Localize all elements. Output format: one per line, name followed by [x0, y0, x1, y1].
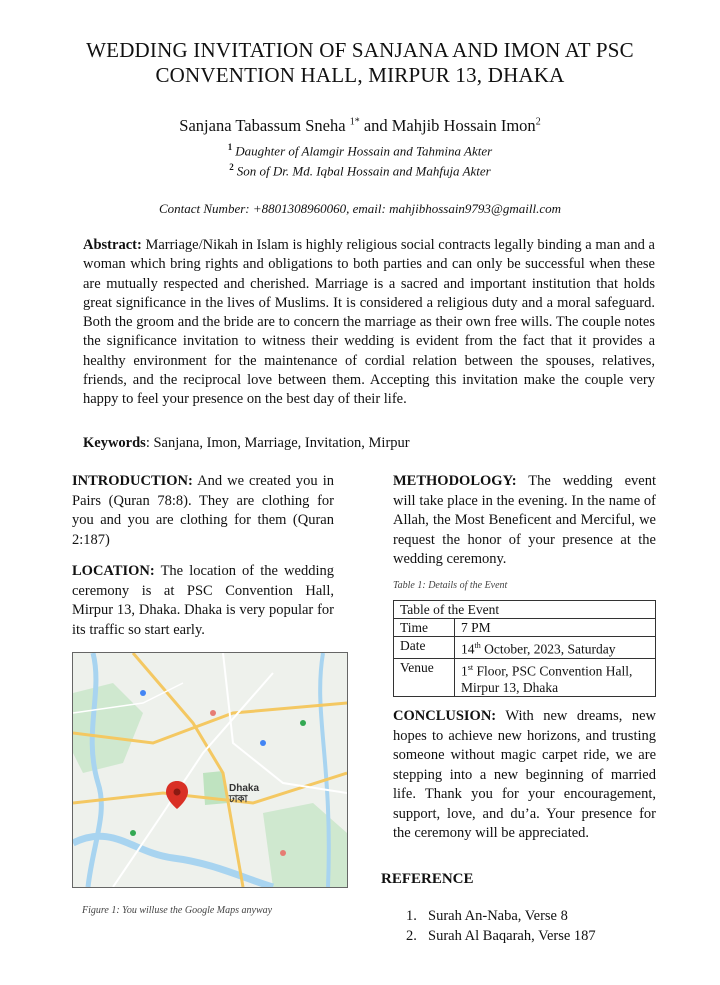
- map-figure: [72, 652, 348, 888]
- event-venue-value: [455, 658, 656, 697]
- keywords-text: : Sanjana, Imon, Marriage, Invitation, Mirpur: [145, 435, 410, 451]
- affiliation-2-num: 2: [229, 162, 234, 172]
- introduction-section: [72, 472, 334, 550]
- reference-1-num: 1.: [406, 908, 417, 924]
- reference-1-text: Surah An-Naba, Verse 8: [428, 908, 568, 924]
- affiliation-1: [0, 142, 720, 159]
- event-venue-rest: Floor, PSC Convention Hall, Mirpur 13, Dhaka: [461, 663, 633, 695]
- event-time-value: 7 PM: [455, 619, 656, 637]
- document-title: [40, 38, 680, 88]
- map-city-name-bn: ঢাকা: [229, 794, 248, 805]
- event-table-header: Table of the Event: [394, 601, 656, 619]
- event-venue-sup: st: [467, 662, 474, 672]
- affiliation-2: [0, 162, 720, 179]
- methodology-label: METHODOLOGY:: [393, 473, 517, 489]
- event-venue-floor: 1: [461, 663, 468, 678]
- location-section: [72, 562, 334, 640]
- author-1-sup: 1*: [349, 116, 360, 128]
- reference-list: [406, 906, 596, 946]
- contact-line: Contact Number: +8801308960060, email: mahjibhossain9793@gmaill.com: [158, 201, 562, 216]
- affiliation-2-text: Son of Dr. Md. Iqbal Hossain and Mahfuja Akter: [236, 163, 491, 179]
- list-item: [406, 926, 596, 946]
- map-poi: [140, 690, 146, 696]
- event-venue-label: Venue: [394, 658, 455, 697]
- event-date-rest: October, 2023, Saturday: [480, 641, 616, 657]
- title-line-1: WEDDING INVITATION OF SANJANA AND IMON AT PSC: [86, 38, 634, 62]
- abstract-label: Abstract:: [83, 237, 142, 253]
- event-table-row: [394, 658, 656, 697]
- map-poi: [210, 710, 216, 716]
- author-connector: and: [363, 116, 388, 135]
- event-date-sup: th: [474, 641, 481, 650]
- event-date-day: 14: [461, 641, 475, 657]
- author-1-name: Sanjana Tabassum Sneha: [179, 116, 346, 135]
- keywords: [83, 435, 655, 452]
- introduction-text: And we created you in Pairs (Quran 78:8). They are clothing for you and you are clothing for them (Quran 2:187): [72, 473, 335, 548]
- author-2-sup: 2: [535, 116, 541, 128]
- author-2-name: Mahjib Hossain Imon: [391, 116, 536, 135]
- conclusion-text: With new dreams, new hopes to achieve new horizons, and trusting someone without magic carpet ride, we are stepping into a new beginning of married life. Thank you for your encouragement, support, love, and du’a. Your presence for the ceremony will be appreciated.: [393, 708, 656, 841]
- methodology-section: [393, 472, 656, 570]
- map-poi: [280, 850, 286, 856]
- list-item: [406, 906, 596, 926]
- conclusion-label: CONCLUSION:: [393, 708, 497, 724]
- event-time-label: Time: [394, 619, 455, 637]
- event-date-label: Date: [394, 637, 455, 659]
- reference-2-text: Surah Al Baqarah, Verse 187: [428, 928, 596, 944]
- introduction-label: INTRODUCTION:: [72, 473, 193, 489]
- table-caption: Table 1: Details of the Event: [393, 580, 508, 591]
- location-label: LOCATION:: [72, 563, 155, 579]
- map-poi: [300, 720, 306, 726]
- map-city-name: Dhaka: [229, 783, 260, 794]
- map-pin-dot: [174, 789, 181, 796]
- affiliation-1-text: Daughter of Alamgir Hossain and Tahmina Akter: [235, 143, 493, 159]
- methodology-text: The wedding event will take place in the evening. In the name of Allah, the Most Beneficent and Merciful, we request the honor of your presence at the wedding ceremony.: [393, 473, 656, 567]
- affiliation-1-num: 1: [227, 142, 233, 152]
- title-line-2: CONVENTION HALL, MIRPUR 13, DHAKA: [155, 63, 565, 87]
- event-table-row: [394, 637, 656, 659]
- keywords-label: Keywords: [83, 435, 146, 451]
- event-table-row: [394, 619, 656, 637]
- location-text: The location of the wedding ceremony is at PSC Convention Hall, Mirpur 13, Dhaka. Dhaka is very popular for its traffic so start early.: [72, 563, 334, 638]
- reference-heading: REFERENCE: [381, 871, 474, 887]
- map-graphic: [73, 653, 347, 887]
- event-table-header-row: [394, 601, 656, 619]
- reference-2-num: 2.: [406, 928, 417, 944]
- map-city-label: [229, 783, 259, 805]
- conclusion-section: [393, 707, 656, 844]
- map-poi: [260, 740, 266, 746]
- event-table: [393, 600, 656, 697]
- event-date-value: [455, 637, 656, 659]
- author-line: [0, 116, 720, 136]
- abstract: [83, 236, 655, 410]
- abstract-text: Marriage/Nikah in Islam is highly religious social contracts legally binding a man and a woman which bring rights and obligations to both parties and can only be successful when these are mutually respected and cherished. Marriage is a sacred and important institution that holds great significance in the lives of Muslims. It is considered a religious duty and a moral safeguard. Both the groom and the bride are to concern the marriage as their own free wills. The couple notes the significance invitation to witness their wedding is evident from the fact that it provides a healthy environment for the maintenance of cordial relation between the spouses, relatives, friends, and the reciprocal love between them. Accepting this invitation make the couple very happy to feel your presence on the best day of their life.: [83, 237, 655, 408]
- map-poi: [130, 830, 136, 836]
- figure-caption: Figure 1: You willuse the Google Maps anyway: [82, 905, 273, 916]
